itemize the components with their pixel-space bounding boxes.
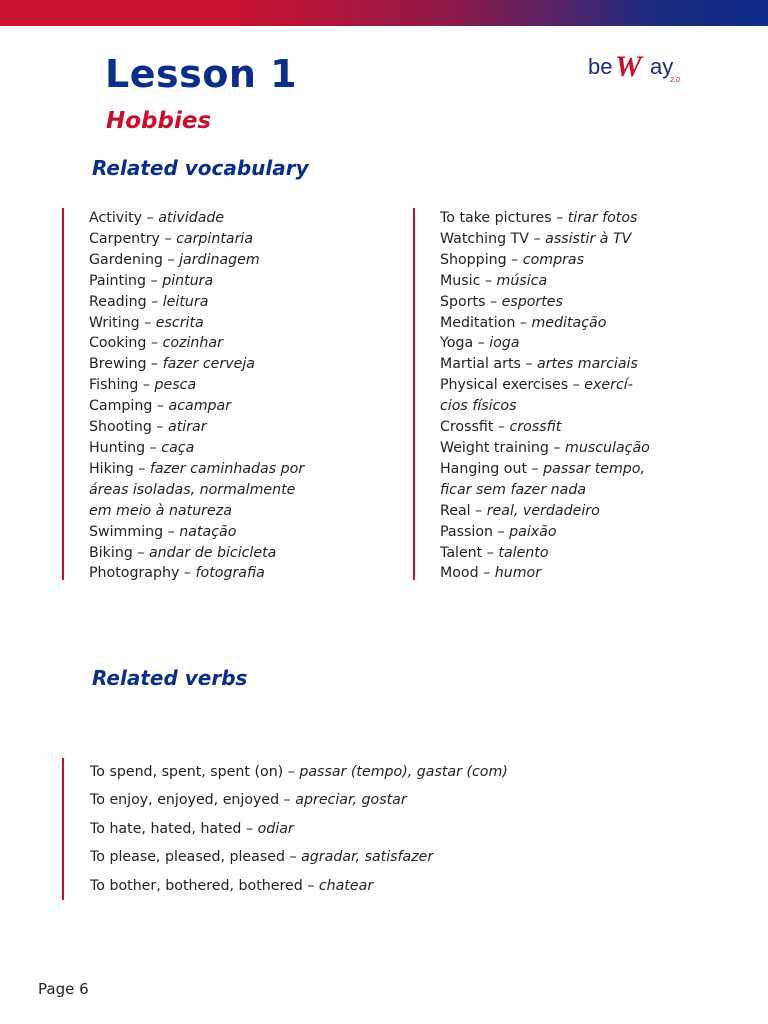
term-portuguese: real, verdadeiro [486, 502, 600, 519]
term-portuguese: passar tempo, [543, 460, 645, 477]
term-english: To take pictures [440, 210, 552, 226]
term-portuguese: paixão [509, 523, 557, 540]
term-portuguese: andar de bicicleta [148, 544, 277, 561]
term-portuguese: musculação [565, 439, 650, 456]
logo-text-w: W [615, 50, 642, 83]
term-portuguese: assistir à TV [545, 230, 632, 247]
term-english: Cooking [89, 335, 147, 352]
term-portuguese: fazer caminhadas por [149, 460, 305, 477]
vocabulary-heading: Related vocabulary [92, 156, 309, 180]
term-english: Reading [89, 293, 147, 310]
vocab-item: Meditation – meditação [440, 314, 607, 331]
term-english: To please, pleased, pleased [90, 849, 285, 866]
term-english: To hate, hated, hated [90, 820, 242, 837]
term-portuguese: apreciar, gostar [295, 792, 407, 809]
vocab-item: Real – real, verdadeiro [440, 502, 600, 519]
vocab-item: Hanging out – passar tempo, [440, 460, 645, 477]
term-english: Watching TV [440, 230, 529, 247]
vocab-item: Fishing – pesca [89, 377, 197, 394]
term-english: Photography [89, 565, 180, 582]
logo-text-ay: ay [650, 54, 674, 79]
term-portuguese: humor [494, 565, 542, 582]
term-english: Shopping [440, 251, 507, 268]
vocab-item: Brewing – fazer cerveja [89, 356, 255, 373]
term-portuguese: em meio à natureza [89, 502, 232, 519]
vocabulary-left-column [62, 208, 304, 580]
vocab-item: Music – música [440, 272, 548, 289]
term-english: Swimming [89, 523, 164, 540]
term-portuguese: meditação [531, 314, 607, 331]
term-english: Fishing [89, 377, 139, 394]
vocab-item: Hiking – fazer caminhadas por [89, 460, 305, 477]
vocab-item: Mood – humor [440, 565, 542, 582]
term-portuguese: odiar [257, 820, 294, 837]
vocab-item: Weight training – musculação [440, 439, 650, 456]
term-portuguese: compras [522, 251, 584, 268]
term-portuguese: fazer cerveja [162, 356, 255, 373]
vocab-item [89, 501, 304, 522]
vocab-item: Talent – talento [440, 544, 549, 561]
beway-logo [588, 48, 704, 88]
term-portuguese: áreas isoladas, normalmente [89, 481, 296, 498]
vocab-item: Swimming – natação [89, 523, 237, 540]
page-subtitle: Hobbies [106, 108, 212, 134]
term-portuguese: fotografia [195, 565, 265, 582]
term-portuguese: pesca [154, 377, 197, 394]
vocabulary-right-column [413, 208, 650, 580]
vocab-item [440, 396, 650, 417]
vocab-item: Martial arts – artes marciais [440, 356, 638, 373]
term-portuguese: leitura [162, 293, 209, 310]
vocabulary-left-list [89, 208, 304, 584]
term-english: Sports [440, 293, 486, 310]
vocab-item: Reading – leitura [89, 293, 209, 310]
logo-version: 2.0 [670, 77, 680, 84]
term-english: Brewing [89, 356, 147, 373]
verb-item: To enjoy, enjoyed, enjoyed – apreciar, gostar [90, 792, 407, 809]
term-english: Real [440, 502, 471, 519]
vocab-item: Yoga – ioga [440, 335, 520, 352]
term-portuguese: pintura [162, 272, 214, 289]
term-portuguese: música [496, 272, 548, 289]
vocab-item: Writing – escrita [89, 314, 204, 331]
term-portuguese: atirar [168, 419, 207, 436]
term-english: Camping [89, 398, 153, 415]
term-english: Activity [89, 210, 143, 226]
term-english: Hunting [89, 439, 146, 456]
verb-item: To spend, spent, spent (on) – passar (tempo), gastar (com) [90, 764, 508, 780]
term-portuguese: exercí- [584, 377, 633, 394]
term-portuguese: cios físicos [440, 398, 517, 415]
term-portuguese: agradar, satisfazer [301, 849, 434, 866]
vocab-item: Hunting – caça [89, 439, 195, 456]
term-portuguese: escrita [155, 314, 204, 331]
term-portuguese: acampar [168, 398, 232, 415]
vocab-item: Biking – andar de bicicleta [89, 544, 277, 561]
verbs-heading: Related verbs [92, 666, 248, 690]
term-portuguese: passar (tempo), gastar (com) [299, 764, 508, 780]
vocab-item: Activity – atividade [89, 210, 225, 226]
term-english: Talent [440, 544, 483, 561]
vocab-item [89, 480, 304, 501]
term-portuguese: carpintaria [176, 230, 254, 247]
term-english: Hanging out [440, 460, 528, 477]
vocab-item: Camping – acampar [89, 398, 232, 415]
term-english: To spend, spent, spent (on) [90, 764, 284, 780]
top-gradient-bar [0, 0, 768, 26]
vocab-item: Passion – paixão [440, 523, 557, 540]
term-english: Writing [89, 314, 140, 331]
vocab-item: Carpentry – carpintaria [89, 230, 254, 247]
term-english: To bother, bothered, bothered [90, 877, 303, 894]
term-english: Crossfit [440, 419, 494, 436]
vocab-item: Shooting – atirar [89, 419, 207, 436]
term-english: Weight training [440, 439, 549, 456]
term-portuguese: talento [498, 544, 549, 561]
page-number: Page 6 [38, 980, 89, 998]
term-english: Passion [440, 523, 494, 540]
term-english: Music [440, 272, 481, 289]
term-portuguese: natação [179, 523, 237, 540]
term-portuguese: crossfit [509, 419, 562, 436]
vocabulary-right-list [440, 208, 650, 584]
term-portuguese: artes marciais [537, 356, 638, 373]
term-english: Mood [440, 565, 479, 582]
beway-logo-graphic [588, 48, 704, 88]
term-portuguese: atividade [158, 210, 225, 226]
verb-item: To bother, bothered, bothered – chatear [90, 877, 374, 894]
vocab-item: Painting – pintura [89, 272, 214, 289]
vocab-item: Gardening – jardinagem [89, 251, 260, 268]
verb-item: To please, pleased, pleased – agradar, satisfazer [90, 849, 434, 866]
term-english: Martial arts [440, 356, 521, 373]
term-english: Yoga [440, 335, 474, 352]
vocab-item: To take pictures – tirar fotos [440, 210, 638, 226]
term-english: Carpentry [89, 230, 160, 247]
term-english: Painting [89, 272, 147, 289]
term-portuguese: ioga [489, 335, 520, 352]
term-portuguese: caça [161, 439, 195, 456]
vocab-item: Shopping – compras [440, 251, 584, 268]
vocab-item: Sports – esportes [440, 293, 563, 310]
vocab-item: Physical exercises – exercí- [440, 377, 633, 394]
term-portuguese: tirar fotos [567, 210, 638, 226]
logo-text-be: be [588, 54, 613, 79]
vocab-item: Cooking – cozinhar [89, 335, 223, 352]
term-english: To enjoy, enjoyed, enjoyed [90, 792, 280, 809]
vocab-item [440, 480, 650, 501]
term-english: Meditation [440, 314, 516, 331]
vocab-item: Watching TV – assistir à TV [440, 230, 632, 247]
vocab-item: Crossfit – crossfit [440, 419, 562, 436]
verbs-list [64, 758, 508, 900]
term-english: Hiking [89, 460, 134, 477]
term-portuguese: cozinhar [162, 335, 223, 352]
term-english: Biking [89, 544, 133, 561]
term-english: Physical exercises [440, 377, 569, 394]
vocab-item: Photography – fotografia [89, 565, 265, 582]
term-portuguese: jardinagem [179, 251, 260, 268]
term-english: Gardening [89, 251, 163, 268]
term-portuguese: ficar sem fazer nada [440, 481, 587, 498]
verbs-column [62, 758, 508, 900]
page-title: Lesson 1 [105, 52, 298, 96]
verb-item: To hate, hated, hated – odiar [90, 820, 294, 837]
term-portuguese: chatear [318, 877, 374, 894]
term-portuguese: esportes [501, 293, 563, 310]
term-english: Shooting [89, 419, 152, 436]
